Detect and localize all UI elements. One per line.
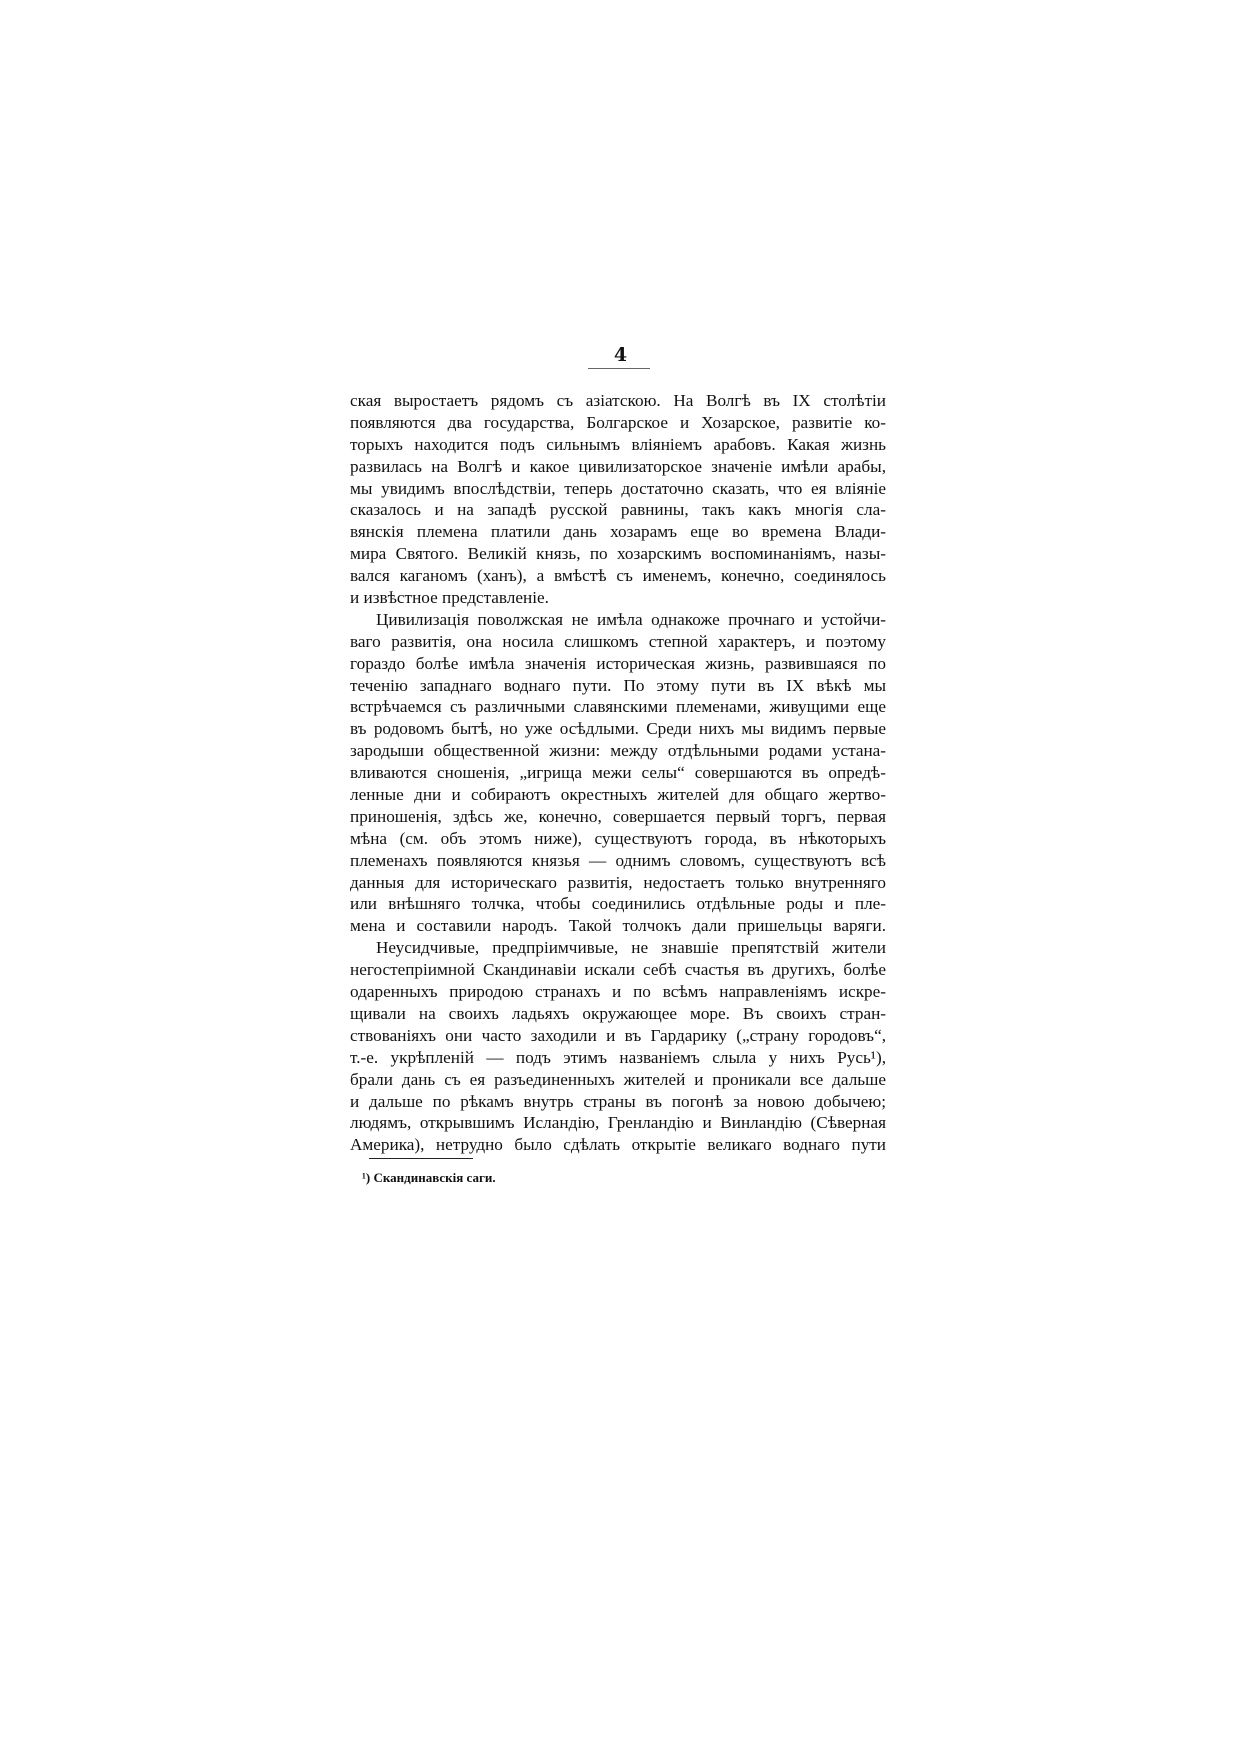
text-line: теченію западнаго воднаго пути. По этому пути въ IX вѣкѣ мы: [350, 675, 886, 695]
text-line: въ родовомъ бытѣ, но уже осѣдлыми. Среди нихъ мы видимъ первые: [350, 719, 886, 739]
text-line: появляются два государства, Болгарское и Хозарское, развитіе ко-: [350, 412, 886, 432]
text-line: приношенія, здѣсь же, конечно, совершается первый торгъ, первая: [350, 806, 886, 826]
footnote: ¹) Скандинавскія саги.: [362, 1170, 496, 1185]
text-line: мира Святого. Великій князь, по хозарскимъ воспоминаніямъ, назы-: [350, 544, 886, 564]
page-number-rule: [588, 368, 650, 369]
text-line: вливаются сношенія, „игрища межи селы“ совершаются въ опредѣ-: [350, 763, 886, 783]
text-line: Цивилизація поволжская не имѣла однакоже прочнаго и устойчи-: [376, 609, 886, 629]
text-line: и извѣстное представленіе.: [350, 588, 549, 608]
body-text: [350, 390, 886, 1156]
text-line: мена и составили народъ. Такой толчокъ дали пришельцы варяги.: [350, 916, 886, 936]
page-number: 4: [613, 344, 628, 366]
text-line: мы увидимъ впослѣдствіи, теперь достаточно сказать, что ея вліяніе: [350, 478, 886, 498]
text-line: т.-е. укрѣпленій — подъ этимъ названіемъ слыла у нихъ Русь¹),: [350, 1047, 886, 1067]
text-line: мѣна (см. объ этомъ ниже), существуютъ города, въ нѣкоторыхъ: [350, 828, 886, 848]
text-line: ствованіяхъ они часто заходили и въ Гардарику („страну городовъ“,: [350, 1025, 886, 1045]
text-line: сказалось и на западѣ русской равнины, такъ какъ многія сла-: [350, 500, 886, 520]
text-line: племенахъ появляются князья — однимъ словомъ, существуютъ всѣ: [350, 850, 886, 870]
text-line: ская выростаетъ рядомъ съ азіатскою. На Волгѣ въ IX столѣтіи: [350, 391, 886, 410]
footnote-rule: [369, 1158, 473, 1159]
text-line: развилась на Волгѣ и какое цивилизаторское значеніе имѣли арабы,: [350, 456, 886, 476]
text-line: данныя для историческаго развитія, недостаетъ только внутренняго: [350, 872, 886, 892]
text-line: и дальше по рѣкамъ внутрь страны въ погонѣ за новою добычею;: [350, 1091, 886, 1111]
text-line: Неусидчивые, предпріимчивые, не знавшіе препятствій жители: [376, 938, 886, 958]
text-line: брали дань съ ея разъединенныхъ жителей и проникали все дальше: [350, 1069, 886, 1089]
text-line: встрѣчаемся съ различными славянскими племенами, живущими еще: [350, 697, 886, 717]
text-line: торыхъ находится подъ сильнымъ вліяніемъ арабовъ. Какая жизнь: [350, 434, 886, 454]
text-line: зародыши общественной жизни: между отдѣльными родами устана-: [350, 741, 886, 761]
text-line: щивали на своихъ ладьяхъ окружающее море. Въ своихъ стран-: [350, 1003, 886, 1023]
text-line: людямъ, открывшимъ Исландію, Гренландію и Винландію (Сѣверная: [350, 1113, 886, 1133]
text-line: вянскія племена платили дань хозарамъ еще во времена Влади-: [350, 522, 886, 542]
text-line: гораздо болѣе имѣла значенія историческая жизнь, развившаяся по: [350, 653, 886, 673]
text-line: негостепріимной Скандинавіи искали себѣ счастья въ другихъ, болѣе: [350, 960, 886, 980]
text-line: ваго развитія, она носила слишкомъ степной характеръ, и поэтому: [350, 631, 886, 651]
text-line: или внѣшняго толчка, чтобы соединились отдѣльные роды и пле-: [350, 894, 886, 914]
text-line: ленные дни и собираютъ окрестныхъ жителей для общаго жертво-: [350, 785, 886, 805]
text-line: Америка), нетрудно было сдѣлать открытіе великаго воднаго пути: [350, 1135, 886, 1155]
text-line: одаренныхъ природою странахъ и по всѣмъ направленіямъ искре-: [350, 982, 886, 1002]
text-line: вался каганомъ (ханъ), а вмѣстѣ съ именемъ, конечно, соединялось: [350, 566, 886, 586]
